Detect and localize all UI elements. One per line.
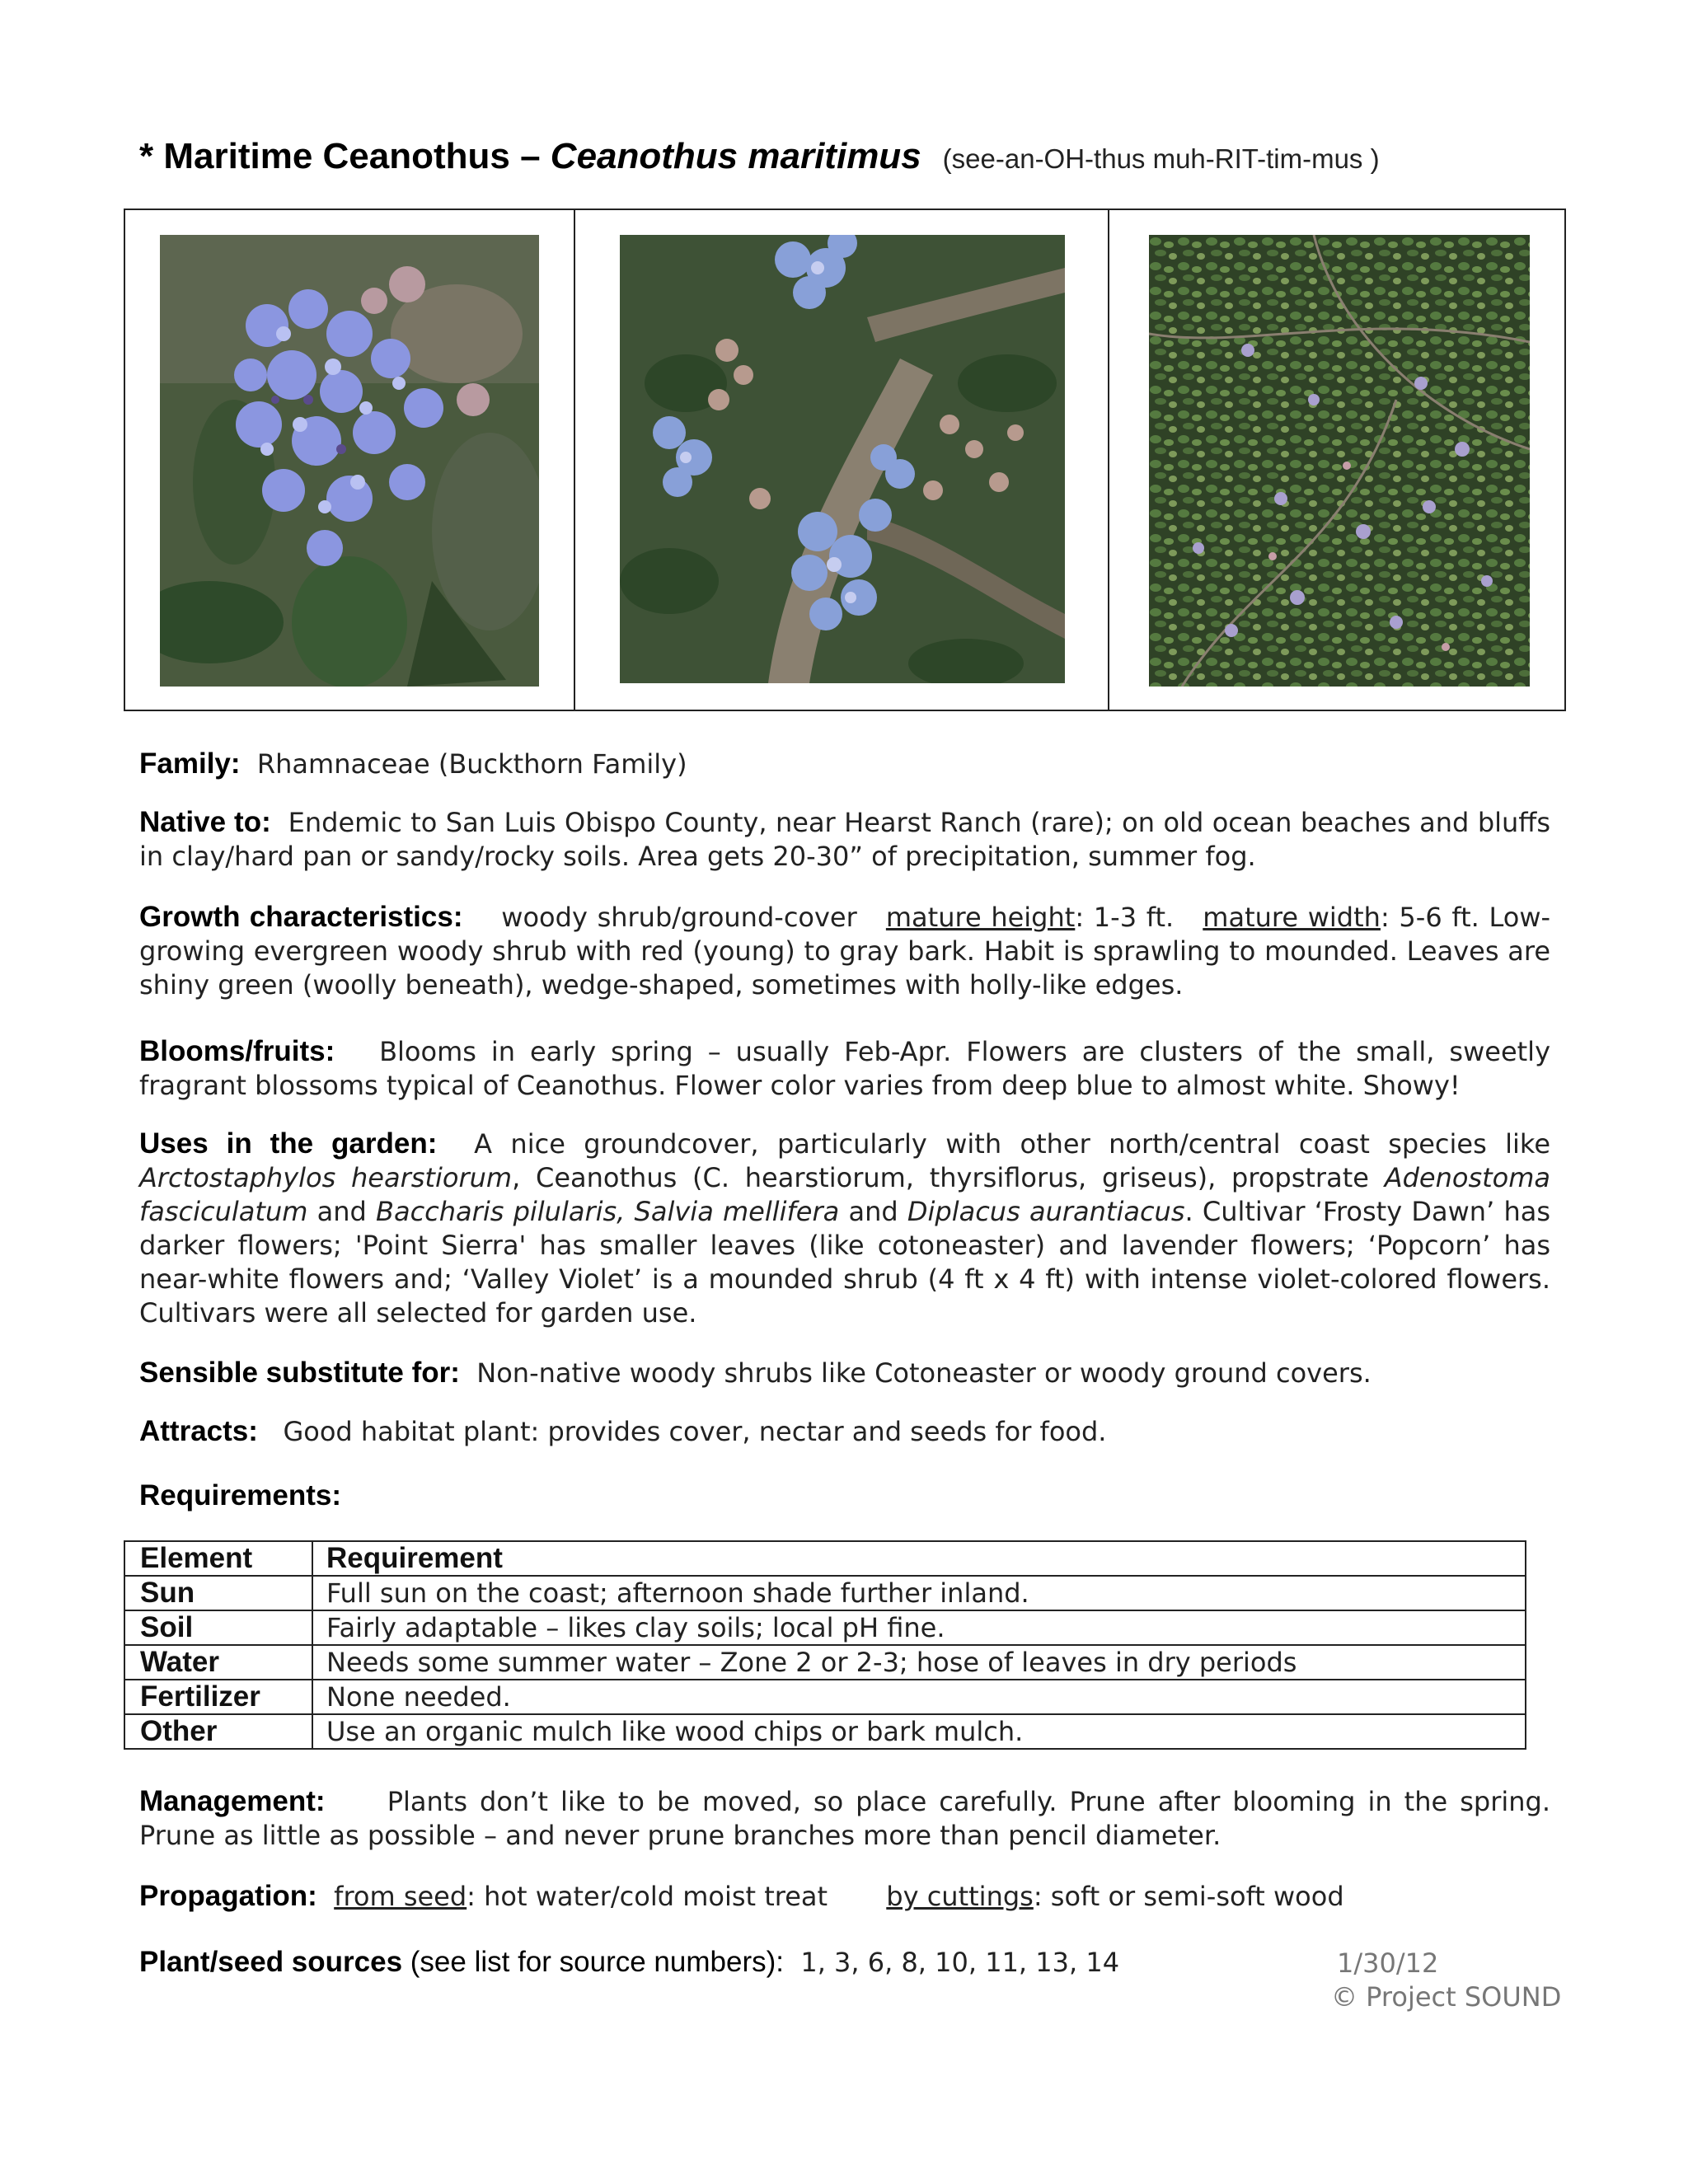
table-header-row — [124, 1541, 1526, 1576]
native-text: Endemic to San Luis Obispo County, near Hearst Ranch (rare); on old ocean beaches and bluffs in clay/hard pan or sandy/rocky soils. Area gets 20-30” of precipitation, summer fog. — [139, 807, 1551, 872]
page-title — [139, 136, 1380, 177]
width-value: : 5-6 ft. — [1380, 902, 1479, 933]
table-row — [124, 1576, 1526, 1610]
scientific-name: Ceanothus maritimus — [550, 136, 921, 176]
uses-text-1: A nice groundcover, particularly with other north/central coast species like — [474, 1128, 1550, 1160]
native-section — [139, 805, 1550, 874]
cuttings-text: : soft or semi-soft wood — [1033, 1881, 1344, 1912]
height-value: : 1-3 ft. — [1075, 902, 1175, 933]
row-requirement: None needed. — [312, 1680, 1526, 1714]
sources-note: (see list for source numbers): — [402, 1946, 784, 1978]
family-section — [139, 747, 1550, 781]
ceanothus-groundcover-habit-photo — [1149, 235, 1530, 687]
photo-table — [124, 209, 1566, 711]
table-row — [124, 1714, 1526, 1749]
native-label: Native to: — [139, 806, 271, 838]
blooms-text: Blooms in early spring – usually Feb-Apr. Flowers are clusters of the small, sweetly fragrant blossoms typical of Ceanothus. Flower color varies from deep blue to almost white. Showy! — [139, 1036, 1551, 1101]
family-label: Family: — [139, 748, 241, 780]
growth-text: Low-growing evergreen woody shrub with red (young) to gray bark. Habit is sprawling to mounded. Leaves are shiny green (woolly beneath), wedge-shaped, sometimes with holly-like edges. — [139, 902, 1551, 1001]
uses-species-4: Diplacus aurantiacus — [907, 1196, 1185, 1227]
blooms-label: Blooms/fruits: — [139, 1035, 335, 1067]
table-row — [124, 1645, 1526, 1680]
header-element: Element — [124, 1541, 312, 1576]
photo-cell-3 — [1109, 210, 1564, 710]
propagation-label: Propagation: — [139, 1880, 317, 1912]
height-label: mature height — [885, 902, 1076, 933]
row-requirement: Needs some summer water – Zone 2 or 2-3; hose of leaves in dry periods — [312, 1645, 1526, 1680]
growth-label: Growth characteristics: — [139, 901, 463, 933]
requirements-section — [139, 1479, 1550, 1513]
substitute-label: Sensible substitute for: — [139, 1357, 460, 1389]
requirements-table — [124, 1540, 1526, 1750]
header-requirement: Requirement — [312, 1541, 1526, 1576]
management-text: Plants don’t like to be moved, so place carefully. Prune after blooming in the spring. Prune as little as possible – and never prune branches more than pencil diameter. — [139, 1786, 1551, 1851]
sources-label: Plant/seed sources — [139, 1946, 403, 1978]
table-row — [124, 1610, 1526, 1645]
uses-species-1: Arctostaphylos hearstiorum — [139, 1162, 513, 1193]
requirements-label: Requirements: — [139, 1479, 342, 1511]
uses-species-2: Adenostoma fasciculatum — [139, 1162, 1551, 1227]
row-element: Water — [124, 1645, 312, 1680]
uses-text-5: . Cultivar ‘Frosty Dawn’ has darker flowers; 'Point Sierra' has smaller leaves (like cotoneaster) and lavender flowers; ‘Popcorn’ has near-white flowers and; ‘Valley Violet’ is a mounded shrub (4 ft x 4 ft) with intense violet-colored flowers. Cultivars were all selected for garden use. — [139, 1196, 1550, 1329]
blooms-section — [139, 1034, 1550, 1103]
pronunciation: (see-an-OH-thus muh-RIT-tim-mus ) — [942, 143, 1380, 174]
attracts-label: Attracts: — [139, 1415, 258, 1447]
substitute-text: Non-native woody shrubs like Cotoneaster or woody ground covers. — [476, 1357, 1372, 1389]
ceanothus-flower-closeup-photo — [160, 235, 539, 687]
family-text: Rhamnaceae (Buckthorn Family) — [256, 748, 687, 780]
row-element: Fertilizer — [124, 1680, 312, 1714]
substitute-section — [139, 1356, 1550, 1390]
seed-text: : hot water/cold moist treat — [467, 1881, 828, 1912]
footer-note — [1331, 1947, 1562, 2014]
uses-species-3: Baccharis pilularis, Salvia mellifera — [376, 1196, 840, 1227]
seed-label: from seed — [334, 1881, 467, 1912]
row-element: Other — [124, 1714, 312, 1749]
uses-text-2: , Ceanothus (C. hearstiorum, thyrsiflorus, griseus), propstrate — [512, 1162, 1369, 1193]
uses-text-4: and — [839, 1196, 907, 1227]
uses-section — [139, 1127, 1550, 1330]
uses-label: Uses in the garden: — [139, 1127, 438, 1160]
management-section — [139, 1784, 1550, 1853]
uses-text-3: and — [307, 1196, 377, 1227]
table-row — [124, 1680, 1526, 1714]
attracts-section — [139, 1414, 1550, 1449]
row-requirement: Use an organic mulch like wood chips or bark mulch. — [312, 1714, 1526, 1749]
photo-cell-2 — [575, 210, 1109, 710]
title-dash: – — [509, 136, 551, 176]
photo-cell-1 — [125, 210, 575, 710]
row-requirement: Full sun on the coast; afternoon shade further inland. — [312, 1576, 1526, 1610]
footer-copyright: © Project SOUND — [1331, 1981, 1562, 2013]
width-label: mature width — [1203, 902, 1381, 933]
management-label: Management: — [139, 1785, 326, 1817]
row-element: Soil — [124, 1610, 312, 1645]
ceanothus-flower-cluster-photo — [620, 235, 1065, 683]
sources-numbers: 1, 3, 6, 8, 10, 11, 13, 14 — [800, 1947, 1120, 1978]
row-requirement: Fairly adaptable – likes clay soils; local pH fine. — [312, 1610, 1526, 1645]
attracts-text: Good habitat plant: provides cover, nectar and seeds for food. — [283, 1416, 1107, 1447]
common-name: * Maritime Ceanothus — [139, 136, 510, 176]
propagation-section — [139, 1879, 1550, 1914]
row-element: Sun — [124, 1576, 312, 1610]
cuttings-label: by cuttings — [886, 1881, 1034, 1912]
growth-section — [139, 900, 1550, 1002]
footer-date: 1/30/12 — [1337, 1947, 1439, 1979]
growth-form: woody shrub/ground-cover — [501, 902, 857, 933]
